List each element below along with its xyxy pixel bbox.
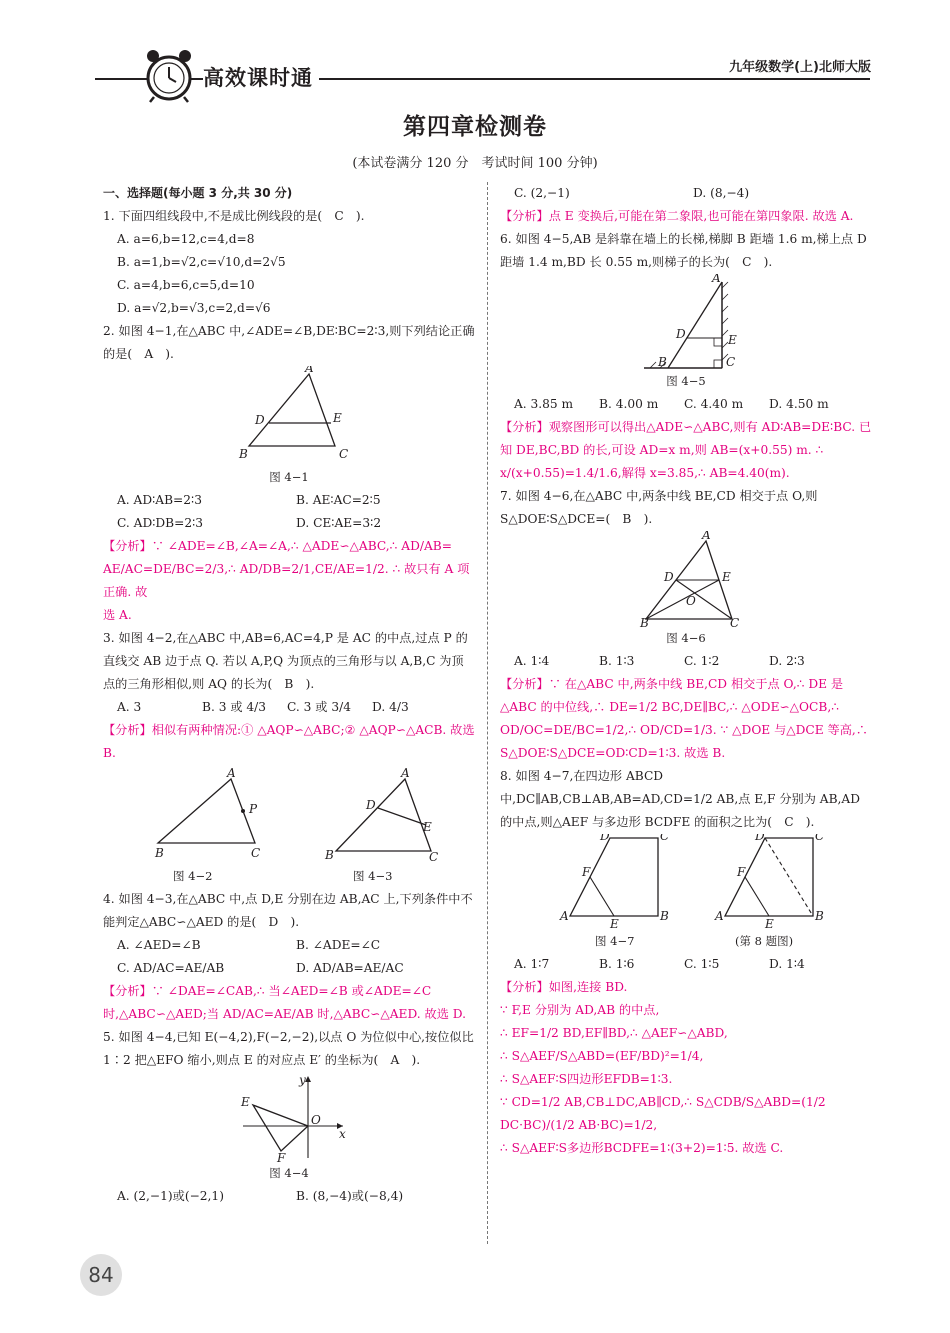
- q3-analysis: 【分析】相似有两种情况:① △AQP∽△ABC;② △AQP∽△ACB. 故选 B.: [103, 723, 475, 760]
- q2-option-a: A. AD∶AB=2∶3: [117, 493, 202, 507]
- q3-stem: 3. 如图 4−2,在△ABC 中,AB=6,AC=4,P 是 AC 的中点,过点 P 的直线交 AB 边于点 Q. 若以 A,P,Q 为顶点的三角形与以 A,B,C 为顶点的三角形相似,则 AQ 的长为( B ).: [103, 631, 468, 691]
- q2-options-row2: [103, 512, 475, 535]
- q3-option-b: B. 3 或 4/3: [202, 700, 267, 714]
- q2-option-c: C. AD∶DB=2∶3: [117, 516, 204, 530]
- svg-text:P: P: [249, 802, 258, 816]
- brand-title: 高效课时通: [203, 62, 319, 92]
- q8-analysis-line4: ∴ S△AEF/S△ABD=(EF/BD)²=1/4,: [500, 1049, 704, 1063]
- q3-option-a: A. 3: [117, 700, 142, 714]
- q8-option-d: D. 1∶4: [769, 957, 805, 971]
- q5-option-b: B. (8,−4)或(−8,4): [296, 1189, 404, 1203]
- q8-figure-captions: [500, 930, 872, 953]
- figure-4-5: [500, 274, 872, 370]
- page-number: 84: [80, 1254, 122, 1296]
- svg-text:E: E: [241, 1095, 250, 1109]
- svg-text:B: B: [325, 848, 334, 862]
- q8-option-c: C. 1∶5: [684, 957, 720, 971]
- svg-text:C: C: [429, 850, 439, 864]
- q1-option-a: A. a=6,b=12,c=4,d=8: [117, 232, 255, 246]
- alarm-clock-logo-icon: [140, 46, 198, 104]
- svg-text:x: x: [339, 1127, 346, 1141]
- svg-text:F: F: [737, 865, 746, 879]
- triangle-medians-figure-4-6: [500, 531, 872, 627]
- q5-option-a: A. (2,−1)或(−2,1): [117, 1189, 224, 1203]
- q1-option-c: C. a=4,b=6,c=5,d=10: [117, 278, 255, 292]
- svg-text:A: A: [401, 766, 410, 780]
- page-subtitle: (本试卷满分 120 分 考试时间 100 分钟): [352, 156, 598, 171]
- q2-figure-caption: 图 4−1: [269, 470, 309, 484]
- q2-stem: 2. 如图 4−1,在△ABC 中,∠ADE=∠B,DE∶BC=2∶3,则下列结论正确的是( A ).: [103, 324, 475, 361]
- figure-4-4: [103, 1072, 475, 1162]
- svg-text:E: E: [765, 917, 774, 930]
- svg-text:A: A: [227, 766, 236, 780]
- q6-option-c: C. 4.40 m: [684, 397, 744, 411]
- figure-4-1: [103, 366, 475, 466]
- quadrilateral-figures-4-7: [500, 834, 872, 930]
- svg-text:D: D: [366, 798, 376, 812]
- svg-text:A: A: [702, 531, 711, 542]
- figure-4-7-caption: 图 4−7: [595, 934, 635, 948]
- q4-analysis: 【分析】∵ ∠DAE=∠CAB,∴ 当∠AED=∠B 或∠ADE=∠C 时,△ABC∽△AED;当 AD/AC=AE/AB 时,△ABC∽△AED. 故选 D.: [103, 984, 466, 1021]
- q7-option-d: D. 2∶3: [769, 654, 805, 668]
- q7-figure-caption: 图 4−6: [666, 631, 706, 645]
- q5-options-row1: [103, 1185, 475, 1208]
- q7-stem: 7. 如图 4−6,在△ABC 中,两条中线 BE,CD 相交于点 O,则 S△DOE∶S△DCE=( B ).: [500, 489, 818, 526]
- svg-text:E: E: [610, 917, 619, 930]
- q1-option-d: D. a=√2,b=√3,c=2,d=√6: [117, 301, 271, 315]
- q4-options-row2: [103, 957, 475, 980]
- q6-figure-caption: 图 4−5: [666, 374, 706, 388]
- q6-option-a: A. 3.85 m: [514, 397, 574, 411]
- q4-option-b: B. ∠ADE=∠C: [296, 938, 381, 952]
- q2-analysis-line3: 选 A.: [103, 608, 132, 622]
- svg-text:C: C: [730, 616, 740, 627]
- q5-figure-caption: 图 4−4: [269, 1166, 309, 1180]
- q7-option-a: A. 1∶4: [514, 654, 550, 668]
- svg-text:B: B: [640, 616, 649, 627]
- q2-option-d: D. CE∶AE=3∶2: [296, 516, 382, 530]
- svg-text:C: C: [660, 834, 670, 843]
- q5-analysis: 【分析】点 E 变换后,可能在第二象限,也可能在第四象限. 故选 A.: [500, 209, 854, 223]
- figure-q8-caption: (第 8 题图): [735, 934, 794, 948]
- svg-text:D: D: [664, 570, 674, 584]
- svg-text:D: D: [255, 413, 265, 427]
- q8-analysis-line1: 【分析】如图,连接 BD.: [500, 980, 628, 994]
- svg-text:C: C: [251, 846, 261, 860]
- q8-option-a: A. 1∶7: [514, 957, 550, 971]
- triangle-figure-4-1: [103, 366, 475, 466]
- figures-4-2-4-3: [103, 765, 475, 865]
- q2-options-row1: [103, 489, 475, 512]
- q8-analysis-line2: ∵ F,E 分别为 AD,AB 的中点,: [500, 1003, 660, 1017]
- svg-text:B: B: [155, 846, 164, 860]
- svg-text:F: F: [582, 865, 591, 879]
- figure-4-6: [500, 531, 872, 627]
- svg-text:A: A: [712, 274, 721, 285]
- q1-stem: 1. 下面四组线段中,不是成比例线段的是( C ).: [103, 209, 365, 223]
- q3-q4-figure-captions: [103, 865, 475, 888]
- q7-analysis: 【分析】∵ 在△ABC 中,两条中线 BE,CD 相交于点 O,∴ DE 是△ABC 的中位线,∴ DE=1/2 BC,DE∥BC,∴ △ODE∽△OCB,∴ OD/OC=DE/BC=1/2,∴ OD/CD=1/3. ∵ △DOE 与△DCE 等高,∴ S△DOE∶S△DCE=OD∶CD=1∶3. 故选 B.: [500, 677, 868, 760]
- svg-text:E: E: [423, 820, 432, 834]
- q8-option-b: B. 1∶6: [599, 957, 635, 971]
- svg-text:B: B: [815, 909, 824, 923]
- svg-text:E: E: [722, 570, 731, 584]
- q3-options: [103, 696, 475, 719]
- q5-option-c: C. (2,−1): [514, 186, 570, 200]
- svg-text:E: E: [728, 333, 737, 347]
- q7-option-c: C. 1∶2: [684, 654, 720, 668]
- svg-text:B: B: [658, 355, 667, 369]
- edition-label: 九年级数学(上)北师大版: [723, 56, 871, 75]
- q6-analysis: 【分析】观察图形可以得出△ADE∽△ABC,则有 AD∶AB=DE∶BC. 已知 DE,BC,BD 的长,可设 AD=x m,则 AB=(x+0.55) m. ∴ x/(x+0.55)=1.4/1.6,解得 x=3.85,∴ AB=4.40(m).: [500, 420, 872, 480]
- q8-analysis-line6: ∵ CD=1/2 AB,CB⊥DC,AB∥CD,∴ S△CDB/S△ABD=(1/2 DC·BC)/(1/2 AB·BC)=1/2,: [500, 1095, 826, 1132]
- ladder-figure-4-5: [500, 274, 872, 370]
- q2-analysis-line2: AE/AC=DE/BC=2/3,∴ AD/DB=2/1,CE/AE=1/2. ∴ 故只有 A 项正确. 故: [103, 562, 470, 599]
- svg-text:D: D: [755, 834, 765, 843]
- q4-option-c: C. AD/AC=AE/AB: [117, 961, 225, 975]
- q6-option-b: B. 4.00 m: [599, 397, 659, 411]
- page-header: [95, 40, 875, 112]
- svg-text:C: C: [815, 834, 825, 843]
- svg-text:C: C: [339, 447, 349, 461]
- column-divider: [487, 182, 489, 1244]
- q4-option-a: A. ∠AED=∠B: [117, 938, 201, 952]
- svg-text:F: F: [277, 1151, 286, 1162]
- figure-4-7: [500, 834, 872, 930]
- q6-option-d: D. 4.50 m: [769, 397, 829, 411]
- q3-option-c: C. 3 或 3/4: [287, 700, 351, 714]
- q8-options: [500, 953, 872, 976]
- svg-text:O: O: [686, 594, 696, 608]
- q4-option-d: D. AD/AB=AE/AC: [296, 961, 404, 975]
- right-column: [500, 182, 872, 1160]
- q5-stem: 5. 如图 4−4,已知 E(−4,2),F(−2,−2),以点 O 为位似中心,按位似比 1∶2 把△EFO 缩小,则点 E 的对应点 E′ 的坐标为( A ).: [103, 1030, 474, 1067]
- q3-option-d: D. 4/3: [372, 700, 409, 714]
- q8-analysis-line5: ∴ S△AEF∶S四边形EFDB=1∶3.: [500, 1072, 673, 1086]
- svg-text:B: B: [660, 909, 669, 923]
- q7-option-b: B. 1∶3: [599, 654, 635, 668]
- svg-text:B: B: [239, 447, 248, 461]
- svg-text:C: C: [726, 355, 736, 369]
- q6-stem: 6. 如图 4−5,AB 是斜靠在墙上的长梯,梯脚 B 距墙 1.6 m,梯上点 D 距墙 1.4 m,BD 长 0.55 m,则梯子的长为( C ).: [500, 232, 867, 269]
- q4-options-row1: [103, 934, 475, 957]
- triangle-figures-4-2-4-3: [103, 765, 475, 865]
- coordinate-figure-4-4: [103, 1072, 475, 1162]
- svg-text:A: A: [305, 366, 314, 375]
- svg-text:D: D: [600, 834, 610, 843]
- q8-analysis-line3: ∴ EF=1/2 BD,EF∥BD,∴ △AEF∽△ABD,: [500, 1026, 728, 1040]
- q8-analysis-line7: ∴ S△AEF∶S多边形BCDFE=1∶(3+2)=1∶5. 故选 C.: [500, 1141, 784, 1155]
- svg-text:E: E: [333, 411, 342, 425]
- section-heading: 一、选择题(每小题 3 分,共 30 分): [103, 186, 293, 200]
- q4-stem: 4. 如图 4−3,在△ABC 中,点 D,E 分别在边 AB,AC 上,下列条件中不能判定△ABC∽△AED 的是( D ).: [103, 892, 473, 929]
- q5-option-d: D. (8,−4): [693, 186, 750, 200]
- svg-text:A: A: [715, 909, 724, 923]
- q2-option-b: B. AE∶AC=2∶5: [296, 493, 381, 507]
- q7-options: [500, 650, 872, 673]
- q5-options-row2: [500, 182, 872, 205]
- figure-4-2-caption: 图 4−2: [173, 869, 213, 883]
- svg-text:y: y: [299, 1073, 306, 1087]
- q1-option-b: B. a=1,b=√2,c=√10,d=2√5: [117, 255, 286, 269]
- figure-4-3-caption: 图 4−3: [353, 869, 393, 883]
- left-column: [103, 182, 475, 1208]
- svg-text:O: O: [311, 1113, 321, 1127]
- q2-analysis-line1: 【分析】∵ ∠ADE=∠B,∠A=∠A,∴ △ADE∽△ABC,∴ AD/AB=: [103, 539, 452, 553]
- svg-text:A: A: [560, 909, 569, 923]
- page-title: 第四章检测卷: [403, 113, 547, 140]
- q8-stem: 8. 如图 4−7,在四边形 ABCD 中,DC∥AB,CB⊥AB,AB=AD,CD=1/2 AB,点 E,F 分别为 AB,AD 的中点,则△AEF 与多边形 BCDFE 的面积之比为( C ).: [500, 769, 861, 829]
- svg-text:D: D: [676, 327, 686, 341]
- q6-options: [500, 393, 872, 416]
